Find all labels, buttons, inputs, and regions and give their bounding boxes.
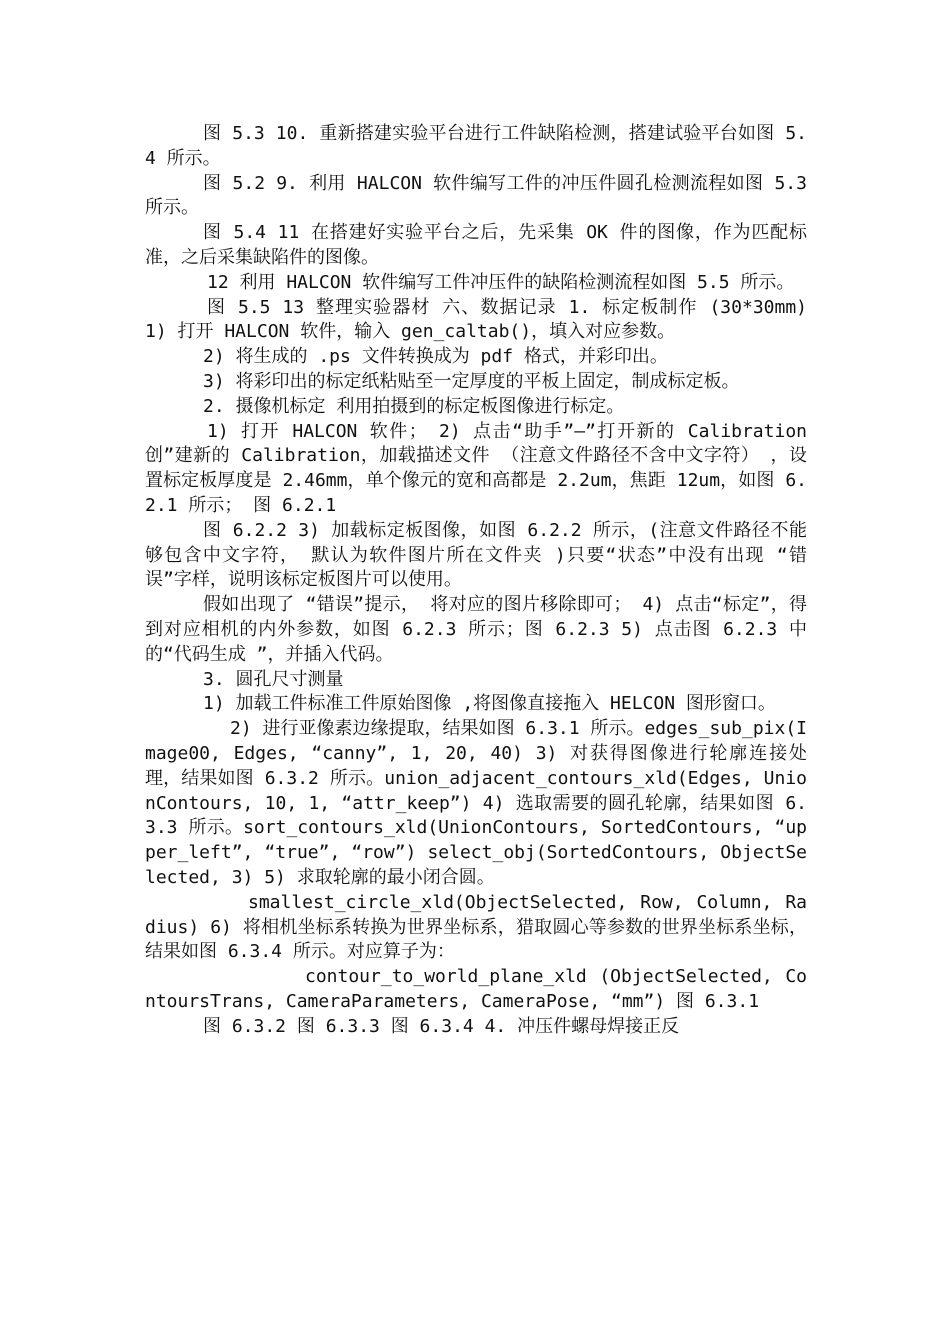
paragraph-10: 图 6.2.2 3) 加载标定板图像，如图 6.2.2 所示，(注意文件路径不能够包含中文字符， 默认为软件图片所在文件夹 )只要“状态”中没有出现 “错误”字样，说明该标定板图片可以使用。: [145, 519, 807, 591]
paragraph-9: 1) 打开 HALCON 软件； 2) 点击“助手”—”打开新的 Calibration 创”建新的 Calibration，加载描述文件 （注意文件路径不含中文字符） ，设置标定板厚度是 2.46mm，单个像元的宽和高都是 2.2um，焦距 12um，如图 6.2.1 所示； 图 6.2.1: [145, 420, 807, 516]
paragraph-2: 图 5.2 9. 利用 HALCON 软件编写工件的冲压件圆孔检测流程如图 5.3 所示。: [145, 172, 807, 219]
paragraph-6: 2) 将生成的 .ps 文件转换成为 pdf 格式，并彩印出。: [203, 346, 668, 368]
paragraph-11: 假如出现了 “错误”提示， 将对应的图片移除即可； 4) 点击“标定”，得到对应相机的内外参数，如图 6.2.3 所示；图 6.2.3 5) 点击图 6.2.3 中的“代码生成 ”，并插入代码。: [145, 594, 807, 665]
paragraph-5: 图 5.5 13 整理实验器材 六、数据记录 1. 标定板制作 (30*30mm) 1) 打开 HALCON 软件，输入 gen_caltab()，填入对应参数。: [145, 296, 807, 343]
paragraph-1: 图 5.3 10. 重新搭建实验平台进行工件缺陷检测，搭建试验平台如图 5.4 所示。: [145, 123, 807, 169]
paragraph-12: 3. 圆孔尺寸测量: [203, 668, 344, 690]
paragraph-7: 3) 将彩印出的标定纸粘贴至一定厚度的平板上固定，制成标定板。: [203, 370, 740, 392]
paragraph-8: 2. 摄像机标定 利用拍摄到的标定板图像进行标定。: [203, 395, 625, 417]
paragraph-13: 1) 加载工件标准工件原始图像 ,将图像直接拖入 HELCON 图形窗口。: [203, 693, 776, 715]
paragraph-15: smallest_circle_xld(ObjectSelected, Row, Column, Radius) 6) 将相机坐标系转换为世界坐标系，猎取圆心等参数的世界坐标系坐标，结果如图 6.3.4 所示。对应算子为：: [145, 891, 807, 963]
paragraph-16: contour_to_world_plane_xld (ObjectSelected, ContoursTrans, CameraParameters, CameraPose, “mm”) 图 6.3.1: [145, 966, 807, 1012]
paragraph-17: 图 6.3.2 图 6.3.3 图 6.3.4 4. 冲压件螺母焊接正反: [203, 1015, 680, 1037]
document-page: [145, 122, 807, 1039]
paragraph-3: 图 5.4 11 在搭建好实验平台之后，先采集 OK 件的图像，作为匹配标准，之后采集缺陷件的图像。: [145, 222, 807, 268]
paragraph-14: 2) 进行亚像素边缘提取，结果如图 6.3.1 所示。edges_sub_pix(Image00, Edges, “canny”, 1, 20, 40) 3) 对获得图像进行轮廓连接处理，结果如图 6.3.2 所示。union_adjacent_contours_xld(Edges, UnionContours, 10, 1, “attr_keep”) 4) 选取需要的圆孔轮廓，结果如图 6.3.3 所示。sort_contours_xld(UnionContours, SortedContours, “upper_left”, “true”, “row”) select_obj(SortedContours, ObjectSelected, 3) 5) 求取轮廓的最小闭合圆。: [145, 718, 807, 888]
paragraph-4: 12 利用 HALCON 软件编写工件冲压件的缺陷检测流程如图 5.5 所示。: [207, 271, 795, 293]
